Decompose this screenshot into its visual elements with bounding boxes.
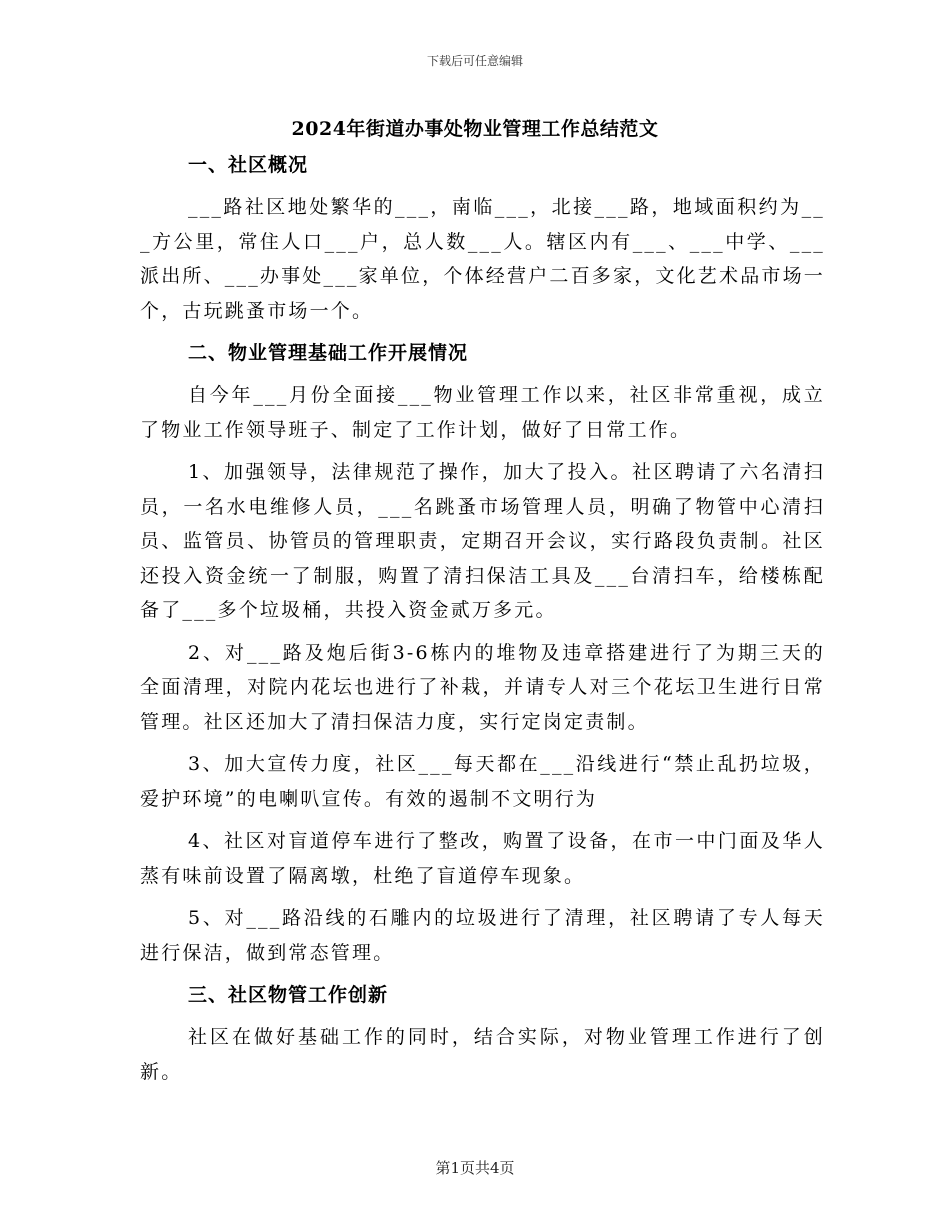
paragraph-overview: ___路社区地处繁华的___，南临___，北接___路，地域面积约为___方公里，常住人口___户，总人数___人。辖区内有___、___中学、___派出所、___办事处___家单位，个体经营户二百多家，文化艺术品市场一个，古玩跳蚤市场一个。 <box>140 196 826 322</box>
document-body <box>140 148 825 1097</box>
paragraph-item-5: 5、对___路沿线的石雕内的垃圾进行了清理，社区聘请了专人每天进行保洁，做到常态管理。 <box>140 907 825 964</box>
paragraph-item-4: 4、社区对盲道停车进行了整改，购置了设备，在市一中门面及华人蒸有味前设置了隔离墩，杜绝了盲道停车现象。 <box>140 830 825 887</box>
section-heading-innovation: 三、社区物管工作创新 <box>188 984 389 1006</box>
paragraph-item-2: 2、对___路及炮后街3-6栋内的堆物及违章搭建进行了为期三天的全面清理，对院内花坛也进行了补栽，并请专人对三个花坛卫生进行日常管理。社区还加大了清扫保洁力度，实行定岗定责制。 <box>140 641 825 733</box>
section-heading-basic-work: 二、物业管理基础工作开展情况 <box>188 342 469 364</box>
section-heading-overview: 一、社区概况 <box>188 154 309 176</box>
paragraph-basic-intro: 自今年___月份全面接___物业管理工作以来，社区非常重视，成立了物业工作领导班子、制定了工作计划，做好了日常工作。 <box>140 384 825 441</box>
paragraph-item-1: 1、加强领导，法律规范了操作，加大了投入。社区聘请了六名清扫员，一名水电维修人员，___名跳蚤市场管理人员，明确了物管中心清扫员、监管员、协管员的管理职责，定期召开会议，实行路段负责制。社区还投入资金统一了制服，购置了清扫保洁工具及___台清扫车，给楼栋配备了___多个垃圾桶，共投入资金贰万多元。 <box>140 461 825 621</box>
page-number-footer: 第1页共4页 <box>435 1159 515 1177</box>
header-note: 下载后可任意编辑 <box>426 54 523 68</box>
paragraph-innovation: 社区在做好基础工作的同时，结合实际，对物业管理工作进行了创新。 <box>140 1026 825 1083</box>
document-title: 2024年街道办事处物业管理工作总结范文 <box>291 118 659 140</box>
paragraph-item-3: 3、加大宣传力度，社区___每天都在___沿线进行“禁止乱扔垃圾，爱护环境”的电喇叭宣传。有效的遏制不文明行为 <box>140 753 825 810</box>
